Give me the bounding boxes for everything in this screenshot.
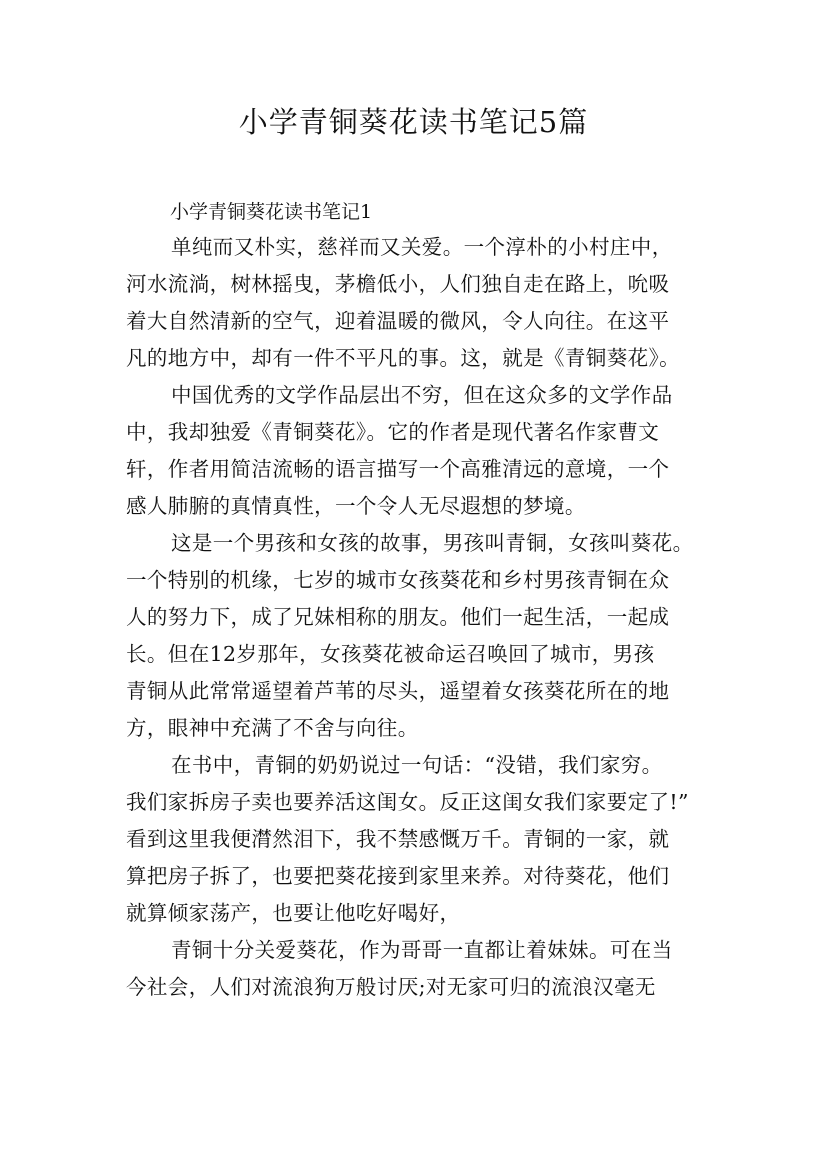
paragraph-line: 在书中，青铜的奶奶说过一句话：“没错，我们家穷。	[171, 753, 663, 777]
paragraph-line: 方，眼神中充满了不舍与向往。	[126, 716, 419, 740]
paragraph	[126, 747, 711, 932]
paragraph-line: 河水流淌，树林摇曳，茅檐低小，人们独自走在路上，吮吸	[126, 272, 670, 296]
paragraph-line: 这是一个男孩和女孩的故事，男孩叫青铜，女孩叫葵花。	[171, 531, 694, 555]
paragraph-line: 感人肺腑的真情真性，一个令人无尽遐想的梦境。	[126, 494, 586, 518]
paragraph-line: 中国优秀的文学作品层出不穷，但在这众多的文学作品	[171, 383, 673, 407]
paragraph-line: 着大自然清新的空气，迎着温暖的微风，令人向往。在这平	[126, 309, 670, 333]
paragraph-line: 长。但在12岁那年，女孩葵花被命运召唤回了城市，男孩	[126, 642, 655, 666]
paragraph	[126, 229, 711, 377]
paragraph-line: 一个特别的机缘，七岁的城市女孩葵花和乡村男孩青铜在众	[126, 568, 670, 592]
paragraph-line: 单纯而又朴实，慈祥而又关爱。一个淳朴的小村庄中，	[171, 235, 673, 259]
paragraph	[126, 932, 711, 1006]
paragraph-line: 算把房子拆了，也要把葵花接到家里来养。对待葵花，他们	[126, 864, 670, 888]
paragraph-line: 轩，作者用简洁流畅的语言描写一个高雅清远的意境，一个	[126, 457, 670, 481]
paragraph	[126, 377, 711, 525]
paragraph-line: 青铜十分关爱葵花，作为哥哥一直都让着妹妹。可在当	[171, 938, 673, 962]
paragraph-line: 人的努力下，成了兄妹相称的朋友。他们一起生活，一起成	[126, 605, 670, 629]
paragraph-line: 看到这里我便潸然泪下，我不禁感慨万千。青铜的一家，就	[126, 827, 670, 851]
paragraph-line: 我们家拆房子卖也要养活这闺女。反正这闺女我们家要定了!”	[126, 790, 689, 814]
paragraph-line: 青铜从此常常遥望着芦苇的尽头，遥望着女孩葵花所在的地	[126, 679, 670, 703]
paragraph	[126, 525, 711, 747]
document-body	[126, 195, 711, 1006]
paragraph-line: 凡的地方中，却有一件不平凡的事。这，就是《青铜葵花》。	[126, 346, 681, 370]
document-title: 小学青铜葵花读书笔记5篇	[238, 105, 589, 139]
paragraph-line: 中，我却独爱《青铜葵花》。它的作者是现代著名作家曹文	[126, 420, 660, 444]
paragraph-line: 就算倾家荡产，也要让他吃好喝好，	[126, 901, 461, 925]
paragraph-line: 今社会，人们对流浪狗万般讨厌;对无家可归的流浪汉毫无	[126, 975, 656, 999]
section-heading: 小学青铜葵花读书笔记1	[170, 201, 373, 223]
